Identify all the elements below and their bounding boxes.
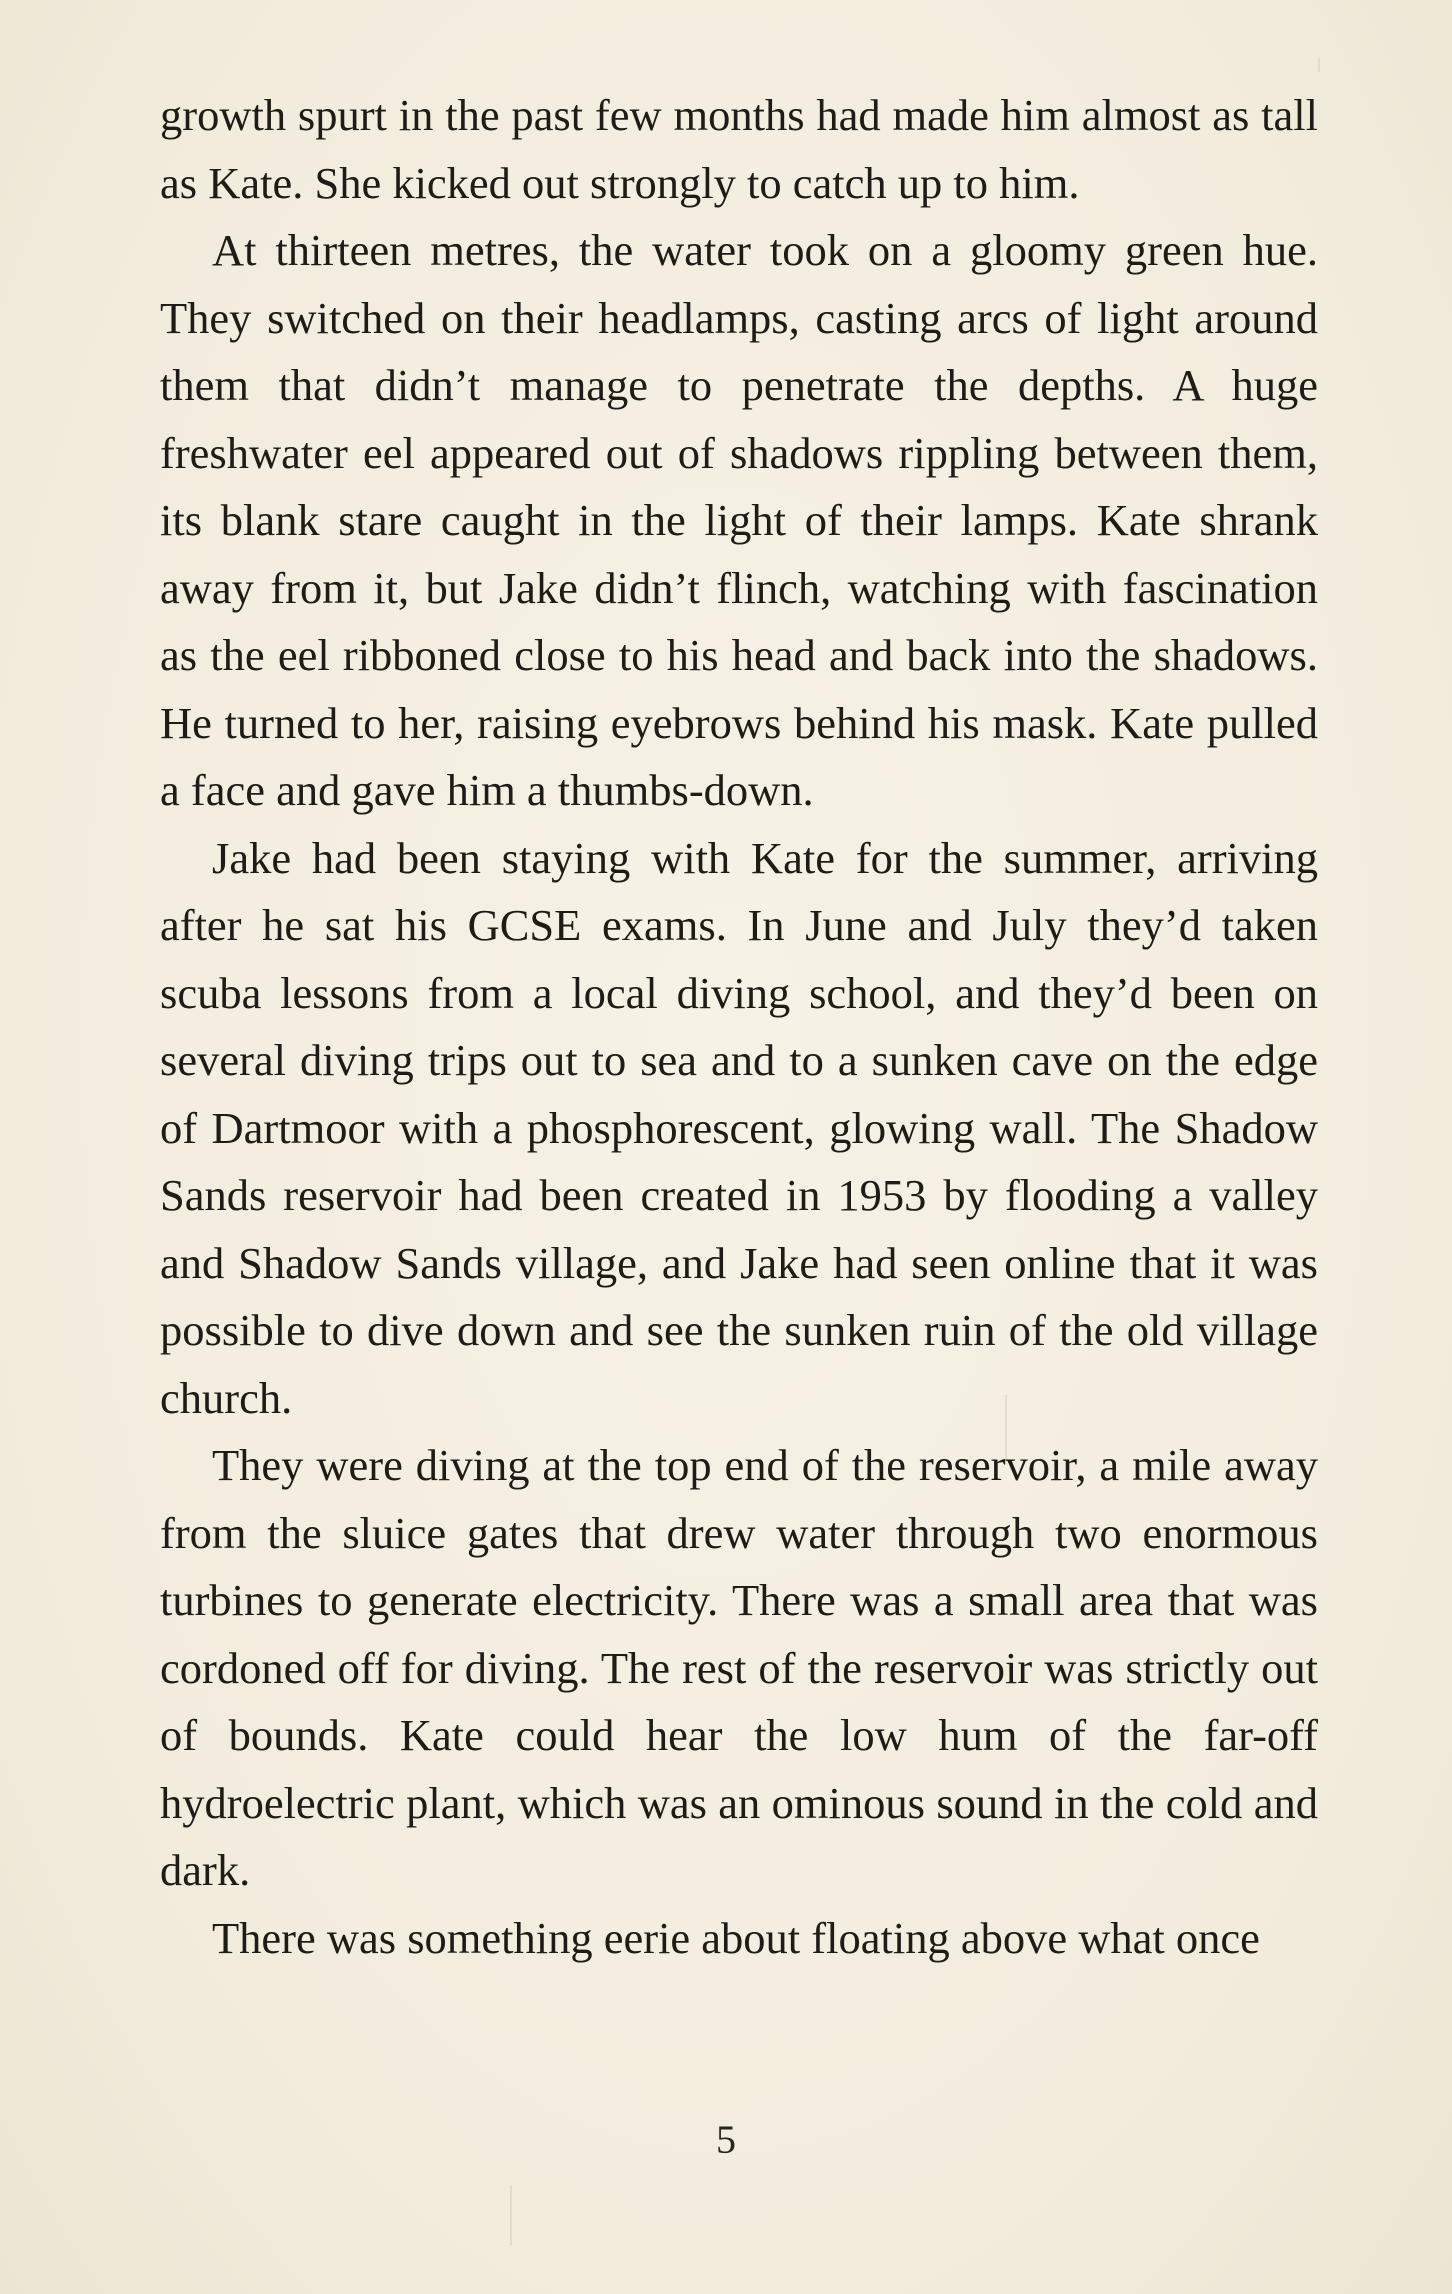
- paragraph-1: growth spurt in the past few months had made him almost as tall as Kate. She kicked out strongly to catch up to him.: [160, 90, 1318, 208]
- scan-speck: [1318, 58, 1320, 72]
- body-text: [160, 82, 1318, 1972]
- paragraph-5: There was something eerie about floating above what once: [212, 1912, 1260, 1963]
- paragraph-2: At thirteen metres, the water took on a gloomy green hue. They switched on their headlamps, casting arcs of light around them that didn’t manage to penetrate the depths. A huge freshwater eel appeared out of shadows rippling between them, its blank stare caught in the light of their lamps. Kate shrank away from it, but Jake didn’t flinch, watching with fascination as the eel ribboned close to his head and back into the shadows. He turned to her, raising eyebrows behind his mask. Kate pulled a face and gave him a thumbs-down.: [160, 225, 1318, 815]
- paragraph-3: Jake had been staying with Kate for the summer, arriving after he sat his GCSE exams. In June and July they’d taken scuba lessons from a local diving school, and they’d been on several diving trips out to sea and to a sunken cave on the edge of Dartmoor with a phosphorescent, glowing wall. The Shadow Sands reservoir had been created in 1953 by flooding a valley and Shadow Sands village, and Jake had seen online that it was possible to dive down and see the sunken ruin of the old village church.: [160, 832, 1318, 1423]
- scan-speck: [510, 2185, 512, 2245]
- page-number: 5: [716, 2117, 736, 2162]
- paragraph-4: They were diving at the top end of the reservoir, a mile away from the sluice gates that drew water through two enormous turbines to generate electricity. There was a small area that was cordoned off for diving. The rest of the reservoir was strictly out of bounds. Kate could hear the low hum of the far-off hydroelectric plant, which was an ominous sound in the cold and dark.: [160, 1440, 1318, 1895]
